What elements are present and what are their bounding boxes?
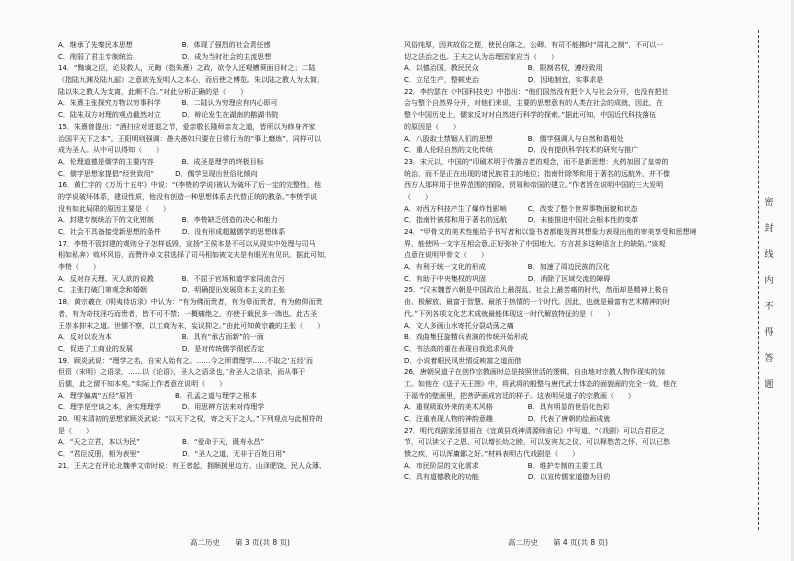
right-text-line: A．八股取士禁锢人们的思想 B．儒学强调人与自然和谐相处: [404, 134, 624, 143]
right-text-line: B．戏曲集狂旋精兵表演的传统开始形成: [404, 333, 528, 342]
left-text-line: 成为圣人。从中可以得知（ ）: [58, 146, 163, 155]
binding-notice: [762, 190, 776, 398]
right-text-line: 界，能使吗一文字互相会意,正好弥补了中国地大、方言甚多这种语言上的缺陷。”该观: [404, 239, 666, 248]
left-column: [58, 40, 388, 530]
left-text-line: 15．朱熹曾提出：“酒扫应对进退之节，爱亲敬长隆师亲友之道，皆所以为修身齐家: [58, 122, 316, 131]
binding-char: 封: [764, 224, 774, 234]
right-text-line: C．书法高的重在表现自我追求风骨: [404, 344, 514, 353]
right-text-line: A．以德治国，教民民众 B．限制君权，遵经致用: [404, 64, 603, 73]
left-text-line: 相如私奔）败坏风俗，而赞许卓文君选择了司马相如被文夫是有眼光有见识。据此可知，: [58, 251, 331, 260]
left-text-line: C．削弱了君主专制统治 D．成为当时社会的主流思想: [58, 52, 272, 61]
right-text-line: 点意在说明甲骨文（ ）: [404, 251, 488, 260]
right-text-line: 26．唐朝吴道子在创作宗教画时总是按照世活的逻辑，自由地对宗教人物作现实的加: [404, 368, 665, 377]
left-text-line: A．反对存天理、灭人欲的说教 B．不屈于官场和道学家同流合污: [58, 274, 285, 283]
right-column: [404, 40, 734, 530]
left-text-line: 16．黄仁宇的《万历十五年》中说：“(李贽的学说)被认为破坏了后一定的完整性，他: [58, 181, 321, 190]
left-text-line: A．“天之立君，本以为民” B．“爱命于天，既寿永昌”: [58, 438, 265, 447]
right-text-line: 风俗纯厚，因其故俗之便，使民自陈之，公卿、有司不能拂时“周礼之制”，不可以一: [404, 41, 664, 49]
left-text-line: C．主张打破门第观念和婚姻 D．明确提出发展资本主义的主张: [58, 286, 286, 295]
right-text-line: A．有利于统一文化的形成 B．加速了周边民族的汉化: [404, 263, 610, 272]
binding-char: 密: [764, 198, 774, 208]
right-text-line: C．具有道德教化的功能 D．以宣传儒家道德为目的: [404, 473, 611, 482]
binding-char: 答: [764, 354, 774, 364]
left-text-line: 没有如此局限的原因主要是（ ）: [58, 204, 170, 213]
right-text-line: C．有助于中央集权的巩固 D．消除了区域交流的障碍: [404, 274, 611, 283]
right-text-line: C．重人伦轻自然的文化传统 D．没有提供科学技术的研究与推广: [404, 146, 639, 155]
right-text-line: 节，可以读父子之恩，可以增长幼之睦，可以发宾友之仪，可以释愁苦之怀，可以已愁: [404, 438, 670, 447]
right-text-line: 由、极解放、最富于智慧、最浓于热情的一个时代。因此，也就是最富有艺术精神的时: [404, 298, 670, 307]
right-text-line: A．市民阶层的文化需求 B．维护专制的主要工具: [404, 461, 603, 470]
left-text-line: C．儒学思想家提倡“经世致用” D．儒学呈现出世俗化倾向: [58, 169, 258, 178]
left-text-line: 18．黄宗羲在《明夷待访录》中认为：“有为佛而贵者，有为皋而贵者，有为俯仰而贵: [58, 298, 323, 307]
left-text-line: 17．李贽不管封建的观则分子怎样诋毁，宣扬“王侯本是不可以从现实中处理与司马: [58, 239, 316, 248]
left-text-line: A．封建专制统治下的文化钳制 B．李贽缺乏创造的决心和能力: [58, 216, 278, 225]
right-text-line: 统治，而不是正在出现的诸民族君主的地位；指南针除琴和用于著名的远航外，并不像: [404, 169, 670, 178]
left-text-line: A．伦理道德是儒学的主要内容 B．成圣是理学的终极目标: [58, 157, 264, 166]
footer-right-page-number: 高二历史 第 4 页(共 8 页): [508, 538, 608, 547]
right-text-line: 23．宋元以，中国的“印刷术明于传播吉老的观念，而不是新思想：火药加固了皇帝的: [404, 157, 669, 166]
left-text-line: A．理学偏离“五经”原旨 B．孔孟之道与理学之根本: [58, 391, 257, 400]
right-text-line: 于福寺的壁画里，把菩萨画成宫廷的样子。这表明吴道子的宗教画（ ）: [404, 391, 635, 400]
binding-char: 不: [764, 302, 774, 312]
right-text-line: 西方人那样用于世界范围的探险、贸易和帝国的建立。”作者旨在说明中国的三大发明: [404, 181, 664, 190]
left-text-line: 者，有为奇技淫巧而贵者，皆不可不禁；一概痛绝之，亦使于载民多一端也。此古圣: [58, 309, 317, 318]
binding-line: [758, 30, 759, 530]
left-text-line: A．继承了先秦民本思想 B．体现了强烈的社会责任感: [58, 41, 271, 49]
left-text-line: 20．明末清初的思想家顾炎武说：“以天下之权，寄之天下之人。”下列观点与此相符的: [58, 415, 323, 423]
right-text-line: 27．明代戏剧家汤显祖在《宜黄县戏神清源师庙记》中写道，“（戏剧）可以合君臣之: [404, 426, 666, 435]
left-text-line: 但资（宋明）之语录，……以《论语》，圣人之语录也，’舍圣人之语录，而从事于: [58, 368, 306, 377]
left-text-line: 是（ ）: [58, 426, 93, 435]
right-text-line: 切之法治之也。王夫之认为治理国家应当（ ）: [404, 52, 558, 61]
left-text-line: C．理学是空谈之本，舍实理理学 D．用思辨方法来对待理学: [58, 403, 265, 412]
right-text-line: D．小说着眼民风世情反映富之道而借: [404, 356, 522, 365]
left-text-line: 陆以朱之教人为支离，此颇不合。”对此分析正确的是（ ）: [58, 87, 248, 96]
left-text-line: 后儒，此之谓不知本矣。”实际上作者意在说明（ ）: [58, 379, 227, 388]
right-text-line: C．立足生产，整顿吏治 D．因地制宜，实事求是: [404, 76, 604, 85]
binding-char: 题: [764, 380, 774, 390]
right-text-line: C．指南针被郑和用于著名的远航 D．未能推进中国社会根本性的变革: [404, 216, 639, 225]
left-text-line: 王崇本抑末之道。世儒不察，以工商为末，妄议抑之。”由此可知黄宗羲的主张（ ）: [58, 321, 325, 330]
right-text-line: A．文人多画山水寄托分裂动荡之痛: [404, 321, 514, 330]
left-text-line: C．陆朱双方对理的观点截然对立 D．辩论发生在湖南的鹅湖书院: [58, 111, 279, 120]
right-text-line: 代。”下列各项文化艺术成就最能体现这一时代解放特征的是（ ）: [404, 309, 615, 318]
right-text-line: （ ）: [404, 192, 432, 201]
right-text-line: 25．“汉末魏晋六朝是中国政治上最混乱、社会上最苦痛的时代，然而却是精神上极自: [404, 286, 669, 295]
left-text-line: 21．王夫之在评论北魏孝文帝时说：有王者起，拥顺援里边方、山泽肥饶、民人众薄、: [58, 461, 326, 470]
right-text-line: 的原因是（ ）: [404, 122, 460, 131]
right-text-line: C．注重表现人物的神韵意趣 D．代表了唐朝的绘画成就: [404, 415, 611, 423]
left-text-line: 治国平天下之本”。王阳明则强调：愚夫愚妇只要在日常行为的“事上磨练”，同样可以: [58, 134, 321, 143]
left-text-line: C．“君臣反册，相为表里” D．“圣人之道，无非于百姓日用”: [58, 450, 286, 459]
right-text-line: 24．“甲骨文的美术性能给予书写者和以鉴书者都能发挥其想象力表现出他的审美享受和思想境: [404, 228, 697, 236]
left-text-line: 19．顾炎武说：“理学之名，自宋人始有之。……今之所谓理学……不取之‘五经’而: [58, 356, 313, 365]
right-text-line: 22．李约瑟在《中国科技史》中指出：“他们国然没有把个人与社会分开，也没有把社: [404, 87, 669, 96]
left-text-line: 李贽（ ）: [58, 263, 100, 272]
right-text-line: A．对西方科技产生了爆炸性影响 C．改变了整个世界事物面貌和状态: [404, 204, 638, 213]
right-text-line: 工。如他在《送子天王图》中，将武将的般整与唐代武士体态的面貌画的完全一致，他在: [404, 379, 677, 388]
right-text-line: A．重视吸取外来的美术风格 B．具有明显的世俗化色彩: [404, 403, 610, 412]
right-text-line: 会与整个自然界分开，对他们来说，主要的思想意有的人类在社会的成就，因此，在: [404, 99, 663, 108]
binding-char: 内: [764, 276, 774, 286]
left-text-line: 14．“黜谪之臣，论及救人，元晦（指朱熹）之政，欲令人还观槽葵面目时之；二陆: [58, 64, 316, 73]
left-text-line: 的学说破坏体系，建设性质，他没有创造一种思想体系去代替正统的教条。”李贽学说: [58, 192, 318, 201]
left-text-line: （指陆九渊及陆九韶）之意欲先发明人之本心，而后使之博览。朱以陆之教人为太简，: [58, 76, 324, 85]
right-text-line: 愦之疾，可以浑庸鄙之好。”材料表明古代戏剧是（ ）: [404, 450, 580, 459]
footer-left-page-number: 高二历史 第 3 页(共 8 页): [190, 538, 290, 547]
binding-char: 线: [764, 250, 774, 260]
binding-char: 得: [764, 328, 774, 338]
left-text-line: C．促进了工商业的发展 D．是对传统儒学彻底否定: [58, 344, 265, 353]
left-text-line: C．社会不具备接受新思想的条件 D．没有形成超越儒学的思想体系: [58, 228, 286, 236]
left-text-line: A．朱熹主张探究万物以穷事科学 B．二陆认为穷理应有内心即可: [58, 99, 278, 108]
left-text-line: A．反对以农为本 B．具有“承古而新”的一面: [58, 333, 264, 342]
right-text-line: 整个中国历史上，儒家反对对自然进行科学的探索。”据此可知，中国近代科技落伍: [404, 111, 657, 120]
